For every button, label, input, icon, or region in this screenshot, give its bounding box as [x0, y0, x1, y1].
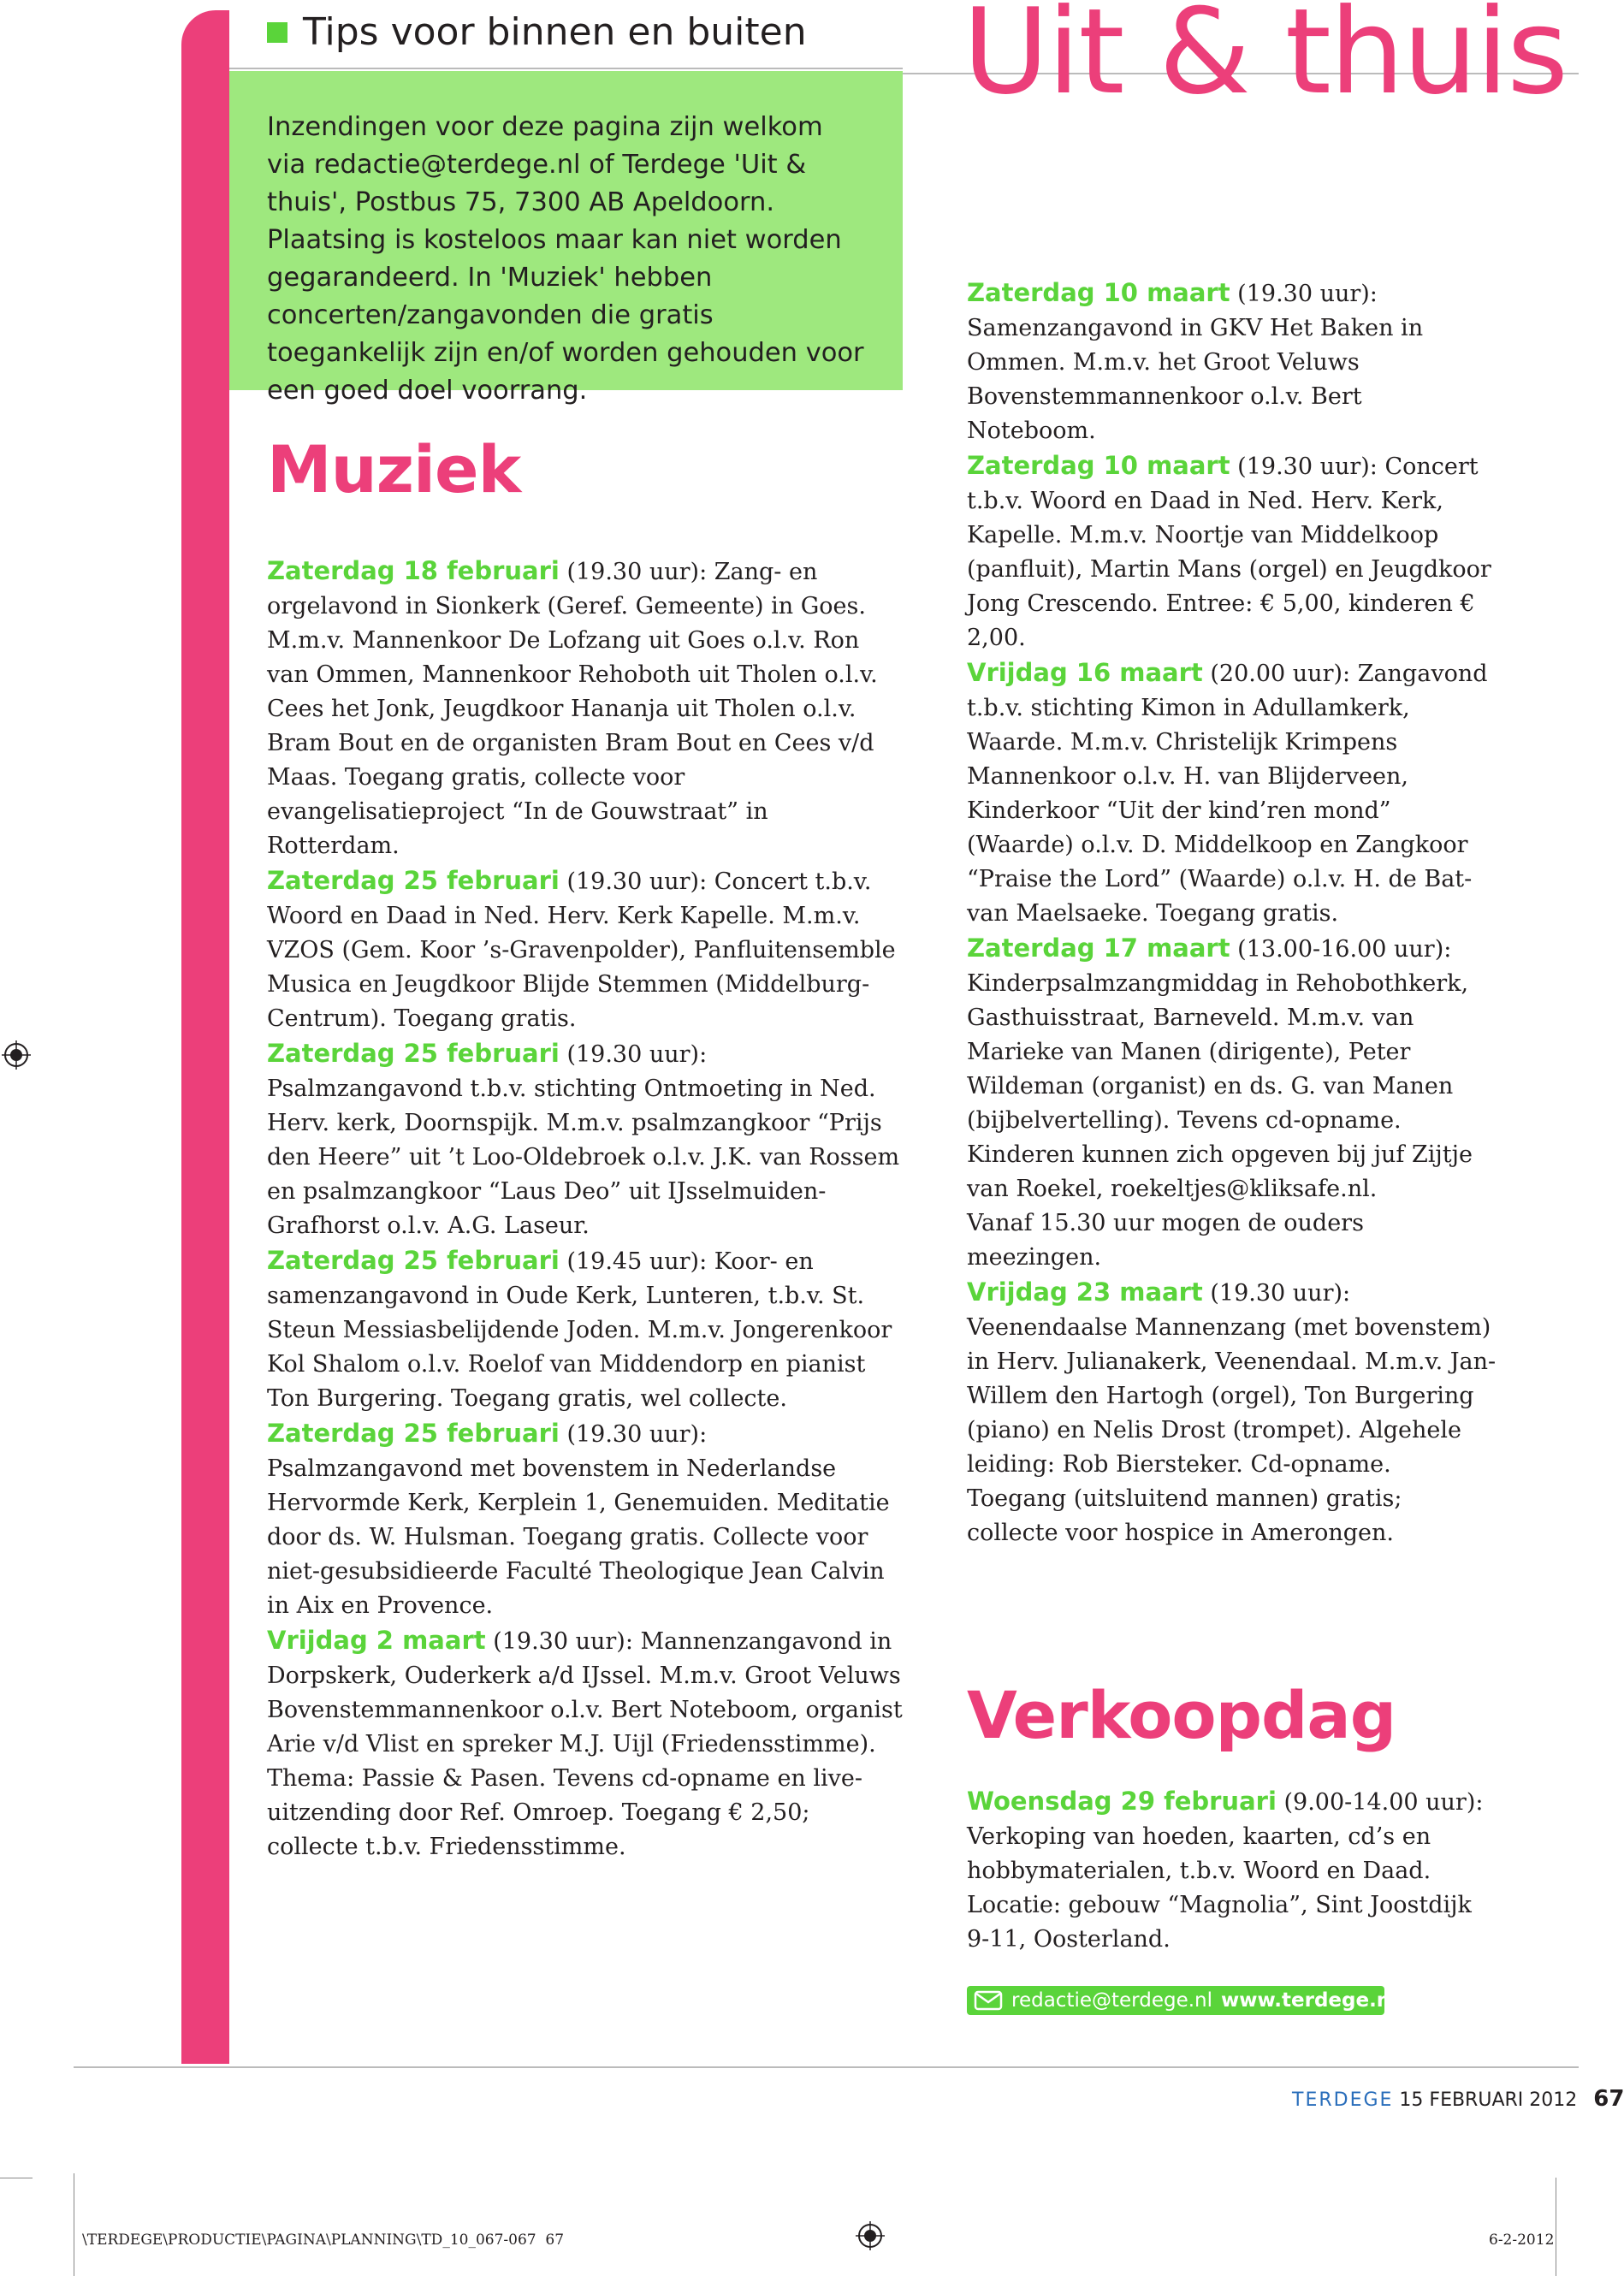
right-column: [967, 276, 1497, 1550]
intro-text: Inzendingen voor deze pagina zijn welkom via redactie@terdege.nl of Terdege 'Uit & thuis', Postbus 75, 7300 AB Apeldoorn. Plaatsing is kosteloos maar kan niet worden gegarandeerd. In 'Muziek' hebben concerten/zangavonden die gratis toegankelijk zijn en/of worden gehouden voor een goed doel voorrang.: [267, 112, 864, 406]
email-link[interactable]: redactie@terdege.nl: [1011, 1989, 1212, 2012]
event-text: (19.30 uur): Mannenzangavond in Dorpskerk, Ouderkerk a/d IJssel. M.m.v. Groot Veluws Bovenstemmannenkoor o.l.v. Bert Noteboom, organist Arie v/d Vlist en spreker M.J. Uijl (Friedensstimme). Thema: Passie & Pasen. Tevens cd-opname en live-uitzending door Ref. Omroep. Toegang € 2,50; collecte t.b.v. Friedensstimme.: [267, 1628, 903, 1860]
verkoopdag-heading: Verkoopdag: [967, 1677, 1396, 1753]
event-item: [267, 1416, 905, 1623]
header-rule: [229, 68, 903, 69]
event-extra: Vanaf 15.30 uur mogen de ouders meezingen.: [967, 1210, 1364, 1271]
intro-box: [229, 71, 903, 406]
bottom-rule: [74, 2066, 1579, 2068]
event-text: (19.30 uur): Veenendaalse Mannenzang (met bovenstem) in Herv. Julianakerk, Veenendaal. M.m.v. Jan-Willem den Hartogh (orgel), Ton Burgering (piano) en Nelis Drost (trompet). Algehele leiding: Rob Biersteker. Cd-opname. Toegang (uitsluitend mannen) gratis; collecte voor hospice in Amerongen.: [967, 1280, 1497, 1546]
event-text: (19.30 uur): Zang- en orgelavond in Sionkerk (Geref. Gemeente) in Goes. M.m.v. Mannenkoor De Lofzang uit Goes o.l.v. Ron van Ommen, Mannenkoor Rehoboth uit Tholen o.l.v. Cees het Jonk, Jeugdkoor Hananja uit Tholen o.l.v. Bram Bout en de organisten Bram Bout en Cees v/d Maas. Toegang gratis, collecte voor evangelisatieproject “In de Gouwstraat” in Rotterdam.: [267, 559, 878, 859]
event-text: (19.30 uur): Samenzangavond in GKV Het Baken in Ommen. M.m.v. het Groot Veluws Bovenstemmannenkoor o.l.v. Bert Noteboom.: [967, 281, 1424, 444]
event-date: Vrijdag 2 maart: [267, 1626, 486, 1655]
event-text: (13.00-16.00 uur): Kinderpsalmzangmiddag in Rehobothkerk, Gasthuisstraat, Barneveld. M.m.v. van Marieke van Manen (dirigente), Peter Wildeman (organist) en ds. G. van Manen (bijbelvertelling). Tevens cd-opname. Kinderen kunnen zich opgeven bij juf Zijtje van Roekel, roekeltjes@kliksafe.nl.: [967, 936, 1473, 1202]
muziek-heading: Muziek: [267, 431, 521, 507]
print-slug-date: 6-2-2012: [1489, 2232, 1555, 2249]
event-date: Zaterdag 17 maart: [967, 934, 1230, 963]
event-text: (19.30 uur): Concert t.b.v. Woord en Daad in Ned. Herv. Kerk Kapelle. M.m.v. VZOS (Gem. Koor ’s-Gravenpolder), Panfluitensemble Musica en Jeugdkoor Blijde Stemmen (Middelburg-Centrum). Toegang gratis.: [267, 868, 896, 1032]
event-item: [267, 554, 905, 863]
footer-date: 15 FEBRUARI 2012: [1399, 2089, 1578, 2111]
envelope-icon: [974, 1990, 1003, 2011]
website-link[interactable]: www.terdege.nl: [1221, 1989, 1398, 2012]
event-date: Zaterdag 10 maart: [967, 451, 1230, 480]
event-date: Zaterdag 25 februari: [267, 1039, 560, 1068]
contact-bar: [967, 1986, 1398, 2015]
event-date: Woensdag 29 februari: [967, 1787, 1277, 1816]
print-slug-path: [82, 2232, 564, 2249]
pink-side-bar: [181, 10, 229, 2064]
event-date: Zaterdag 10 maart: [967, 278, 1230, 307]
registration-mark-icon: [856, 2221, 885, 2250]
event-item: [967, 931, 1497, 1275]
event-date: Vrijdag 23 maart: [967, 1277, 1203, 1307]
footer-brand: TERDEGE: [1292, 2089, 1394, 2111]
event-text: (19.30 uur): Psalmzangavond met bovenstem in Nederlandse Hervormde Kerk, Kerplein 1, Genemuiden. Meditatie door ds. W. Hulsman. Toegang gratis. Collecte voor niet-gesubsidieerde Faculté Theologique Jean Calvin in Aix en Provence.: [267, 1421, 890, 1619]
event-item: [967, 655, 1497, 931]
event-item: [267, 1036, 905, 1243]
section-header: [267, 10, 807, 54]
event-date: Zaterdag 18 februari: [267, 556, 560, 585]
page-title: Uit & thuis: [963, 0, 1568, 121]
verkoopdag-column: [967, 1784, 1497, 1957]
event-date: Zaterdag 25 februari: [267, 1419, 560, 1448]
event-date: Zaterdag 25 februari: [267, 1246, 560, 1275]
page-footer: [1292, 2086, 1624, 2112]
event-item: [967, 276, 1497, 448]
left-column: [267, 554, 905, 1864]
green-square-icon: [267, 22, 287, 43]
event-item: [967, 1275, 1497, 1550]
event-text: (9.00-14.00 uur): Verkoping van hoeden, kaarten, cd’s en hobbymaterialen, t.b.v. Woord en Daad. Locatie: gebouw “Magnolia”, Sint Joostdijk 9-11, Oosterland.: [967, 1789, 1484, 1953]
section-label: Tips voor binnen en buiten: [303, 10, 807, 54]
event-text: (19.30 uur): Concert t.b.v. Woord en Daad in Ned. Herv. Kerk, Kapelle. M.m.v. Noortje van Middelkoop (panfluit), Martin Mans (orgel) en Jeugdkoor Jong Crescendo. Entree: € 5,00, kinderen € 2,00.: [967, 453, 1491, 651]
event-item: [267, 863, 905, 1036]
event-date: Vrijdag 16 maart: [967, 658, 1203, 687]
registration-mark-icon: [2, 1040, 31, 1070]
slug-page: 67: [545, 2232, 565, 2249]
event-item: [967, 448, 1497, 655]
event-item: [267, 1623, 905, 1864]
page-number: 67: [1593, 2086, 1624, 2112]
event-item: [267, 1243, 905, 1416]
event-item: [967, 1784, 1497, 1957]
event-text: (20.00 uur): Zangavond t.b.v. stichting Kimon in Adullamkerk, Waarde. M.m.v. Christelijk Krimpens Mannenkoor o.l.v. H. van Blijderveen, Kinderkoor “Uit der kind’ren mond” (Waarde) o.l.v. D. Middelkoop en Zangkoor “Praise the Lord” (Waarde) o.l.v. H. de Bat-van Maelsaeke. Toegang gratis.: [967, 661, 1488, 927]
event-text: (19.45 uur): Koor- en samenzangavond in Oude Kerk, Lunteren, t.b.v. St. Steun Messiasbelijdende Joden. M.m.v. Jongerenkoor Kol Shalom o.l.v. Roelof van Middendorp en pianist Ton Burgering. Toegang gratis, wel collecte.: [267, 1248, 892, 1412]
event-date: Zaterdag 25 februari: [267, 866, 560, 895]
event-text: (19.30 uur): Psalmzangavond t.b.v. stichting Ontmoeting in Ned. Herv. kerk, Doornspijk. M.m.v. psalmzangkoor “Prijs den Heere” uit ’t Loo-Oldebroek o.l.v. J.K. van Rossem en psalmzangkoor “Laus Deo” uit IJsselmuiden-Grafhorst o.l.v. A.G. Laseur.: [267, 1041, 900, 1239]
slug-path: \TERDEGE\PRODUCTIE\PAGINA\PLANNING\TD_10_067-067: [82, 2232, 536, 2249]
